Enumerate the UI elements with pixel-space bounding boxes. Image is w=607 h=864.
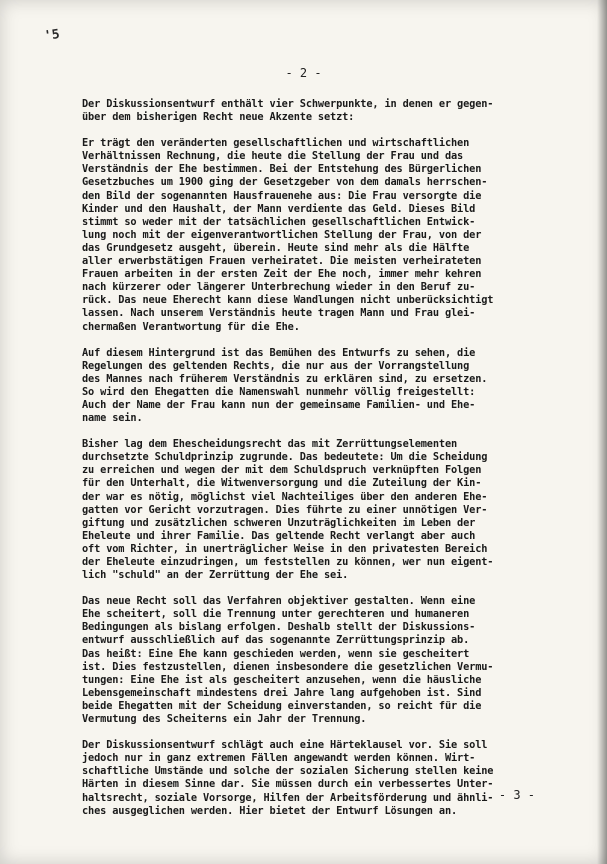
paragraph: [82, 739, 567, 818]
text-line: jedoch nur in ganz extremen Fällen angewandt werden können. Wirt-: [82, 752, 476, 765]
text-line: oft vom Richter, in unerträglicher Weise in den privatesten Bereich: [82, 542, 488, 555]
text-line: ist. Dies festzustellen, dienen insbesondere die gesetzlichen Vermu-: [82, 660, 494, 673]
text-line: gatten vor Gericht vorzutragen. Dies führte zu einer unnötigen Ver-: [82, 503, 488, 516]
text-line: durchsetzte Schuldprinzip zugrunde. Das bedeutete: Um die Scheidung: [82, 451, 488, 464]
corner-handwritten-mark: '5: [43, 26, 61, 45]
text-line: aller erwerbstätigen Frauen verheiratet. Die meisten verheirateten: [82, 255, 482, 268]
paragraph: [82, 137, 567, 333]
text-line: lassen. Nach unserem Verständnis heute tragen Mann und Frau glei-: [82, 307, 476, 320]
text-line: Verständnis der Ehe bestimmen. Bei der Entstehung des Bürgerlichen: [82, 163, 482, 176]
text-line: für den Unterhalt, die Witwenversorgung und die Zuteilung der Kin-: [82, 477, 482, 490]
text-line: den Bild der sogenannten Hausfrauenehe aus: Die Frau versorgte die: [82, 189, 482, 202]
text-line: lung noch mit der eigenverantwortlichen Stellung der Frau, von der: [82, 228, 482, 241]
text-line: Verhältnissen Rechnung, die heute die Stellung der Frau und das: [82, 150, 464, 163]
paragraph: [82, 347, 567, 426]
text-line: stimmt so weder mit der tatsächlichen gesellschaftlichen Entwick-: [82, 215, 476, 228]
text-line: Er trägt den veränderten gesellschaftlichen und wirtschaftlichen: [82, 137, 470, 150]
text-line: nach kürzerer oder längerer Unterbrechung wieder in den Beruf zu-: [82, 281, 476, 294]
text-line: Vermutung des Scheiterns ein Jahr der Trennung.: [82, 713, 367, 726]
text-line: schaftliche Umstände und solche der sozialen Sicherung stellen keine: [82, 765, 494, 778]
paragraph: [82, 98, 567, 124]
page-number: - 2 -: [285, 66, 322, 80]
text-line: über dem bisherigen Recht neue Akzente setzt:: [82, 111, 355, 124]
text-line: Das neue Recht soll das Verfahren objektiver gestalten. Wenn eine: [82, 595, 476, 608]
text-line: name sein.: [82, 412, 143, 425]
text-line: der war es nötig, möglichst viel Nachteiliges über den anderen Ehe-: [82, 490, 488, 503]
text-line: Lebensgemeinschaft mindestens drei Jahre lang aufgehoben ist. Sind: [82, 686, 482, 699]
text-line: Ehe scheitert, soll die Trennung unter gerechteren und humaneren: [82, 608, 470, 621]
text-line: Auf diesem Hintergrund ist das Bemühen des Entwurfs zu sehen, die: [82, 346, 476, 359]
text-line: So wird den Ehegatten die Namenswahl nunmehr völlig freigestellt:: [82, 385, 476, 398]
text-line: giftung und zusätzlichen schweren Unzuträglichkeiten im Leben der: [82, 516, 476, 529]
text-line: Regelungen des geltenden Rechts, die nur aus der Vorrangstellung: [82, 359, 470, 372]
text-line: ches ausgeglichen werden. Hier bietet der Entwurf Lösungen an.: [82, 804, 458, 817]
text-line: Frauen arbeiten in der ersten Zeit der Ehe noch, immer mehr kehren: [82, 268, 482, 281]
text-line: haltsrecht, soziale Vorsorge, Hilfen der Arbeitsförderung und ähnli-: [82, 791, 494, 804]
text-line: des Mannes nach früherem Verständnis zu erklären sind, zu ersetzen.: [82, 372, 488, 385]
text-line: Auch der Name der Frau kann nun der gemeinsame Familien- und Ehe-: [82, 398, 476, 411]
text-line: entwurf ausschließlich auf das sogenannte Zerrüttungsprinzip ab.: [82, 634, 470, 647]
text-line: beide Ehegatten mit der Scheidung einverstanden, so reicht für die: [82, 699, 482, 712]
text-line: der Eheleute einzudringen, um feststellen zu können, wer nun eigent-: [82, 556, 494, 568]
scan-edge-shadow: [597, 0, 607, 864]
text-line: Eheleute und ihrer Familie. Das geltende Recht verlangt aber auch: [82, 529, 476, 542]
text-line: Kinder und den Haushalt, der Mann verdiente das Geld. Dieses Bild: [82, 202, 476, 215]
text-line: tungen: Eine Ehe ist als gescheitert anzusehen, wenn die häusliche: [82, 673, 482, 686]
paragraph: [82, 438, 567, 582]
text-line: Gesetzbuches um 1900 ging der Gesetzgeber von dem damals herrschen-: [82, 176, 488, 189]
text-line: Bedingungen als bislang erfolgen. Deshalb stellt der Diskussions-: [82, 621, 476, 634]
text-line: Das heißt: Eine Ehe kann geschieden werden, wenn sie gescheitert: [82, 647, 470, 660]
text-line: Der Diskussionsentwurf schlägt auch eine Härteklausel vor. Sie soll: [82, 739, 488, 752]
next-page-reference: - 3 -: [498, 788, 535, 802]
text-line: das Grundgesetz ausgeht, überein. Heute sind mehr als die Hälfte: [82, 241, 470, 254]
text-line: lich "schuld" an der Zerrüttung der Ehe sei.: [82, 569, 349, 582]
text-line: chermaßen Verantwortung für die Ehe.: [82, 320, 300, 333]
text-line: rück. Das neue Eherecht kann diese Wandlungen nicht unberücksichtigt: [82, 294, 494, 307]
paragraph: [82, 595, 567, 726]
text-line: zu erreichen und wegen der mit dem Schuldspruch verknüpften Folgen: [82, 464, 482, 477]
text-line: Der Diskussionsentwurf enthält vier Schwerpunkte, in denen er gegen-: [82, 98, 494, 110]
text-line: Bisher lag dem Ehescheidungsrecht das mit Zerrüttungselementen: [82, 438, 458, 451]
text-line: Härten in diesem Sinne dar. Sie müssen durch ein verbessertes Unter-: [82, 778, 494, 791]
document-body: [82, 98, 567, 831]
